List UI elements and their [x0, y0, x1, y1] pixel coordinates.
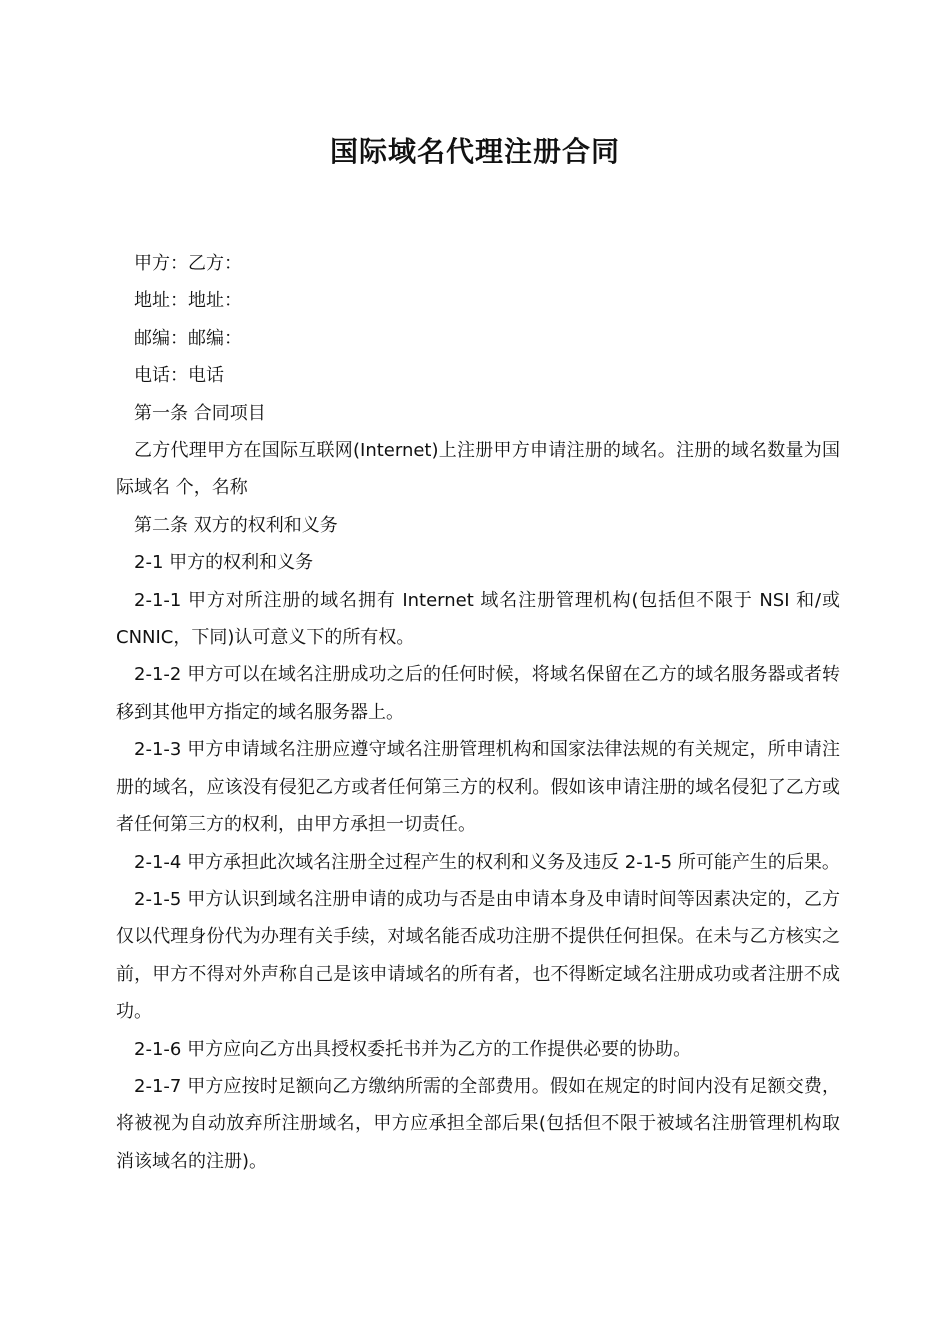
clause-2-1-6: 2-1-6 甲方应向乙方出具授权委托书并为乙方的工作提供必要的协助。 — [134, 1038, 692, 1060]
clause-2-1-2: 2-1-2 甲方可以在域名注册成功之后的任何时候，将域名保留在乙方的域名服务器或者转移到其他甲方指定的域名服务器上。 — [116, 664, 840, 723]
article-1-paragraph: 乙方代理甲方在国际互联网(Internet)上注册甲方申请注册的域名。注册的域名数量为国际域名 个，名称 — [116, 440, 840, 499]
section-2-1-heading: 2-1 甲方的权利和义务 — [134, 552, 314, 574]
document-body — [116, 245, 840, 1180]
article-2-heading: 第二条 双方的权利和义务 — [134, 514, 338, 536]
party-line: 甲方：乙方： — [134, 253, 242, 274]
article-1-heading: 第一条 合同项目 — [134, 402, 266, 424]
clause-2-1-7: 2-1-7 甲方应按时足额向乙方缴纳所需的全部费用。假如在规定的时间内没有足额交费，将被视为自动放弃所注册域名，甲方应承担全部后果(包括但不限于被域名注册管理机构取消该域名的注册)。 — [116, 1075, 840, 1172]
address-line: 地址：地址： — [134, 290, 242, 312]
clause-2-1-4: 2-1-4 甲方承担此次域名注册全过程产生的权利和义务及违反 2-1-5 所可能产生的后果。 — [134, 851, 840, 873]
clause-2-1-1: 2-1-1 甲方对所注册的域名拥有 Internet 域名注册管理机构(包括但不限于 NSI 和/或 CNNIC，下同)认可意义下的所有权。 — [116, 589, 840, 649]
clause-2-1-5: 2-1-5 甲方认识到域名注册申请的成功与否是由申请本身及申请时间等因素决定的，乙方仅以代理身份代为办理有关手续，对域名能否成功注册不提供任何担保。在未与乙方核实之前，甲方不得对外声称自己是该申请域名的所有者，也不得断定域名注册成功或者注册不成功。 — [116, 888, 840, 1023]
phone-line: 电话：电话 — [134, 365, 224, 387]
document-title: 国际域名代理注册合同 — [329, 135, 620, 168]
postcode-line: 邮编：邮编： — [134, 327, 242, 349]
clause-2-1-3: 2-1-3 甲方申请域名注册应遵守域名注册管理机构和国家法律法规的有关规定，所申请注册的域名，应该没有侵犯乙方或者任何第三方的权利。假如该申请注册的域名侵犯了乙方或者任何第三方的权利，由甲方承担一切责任。 — [116, 739, 840, 836]
